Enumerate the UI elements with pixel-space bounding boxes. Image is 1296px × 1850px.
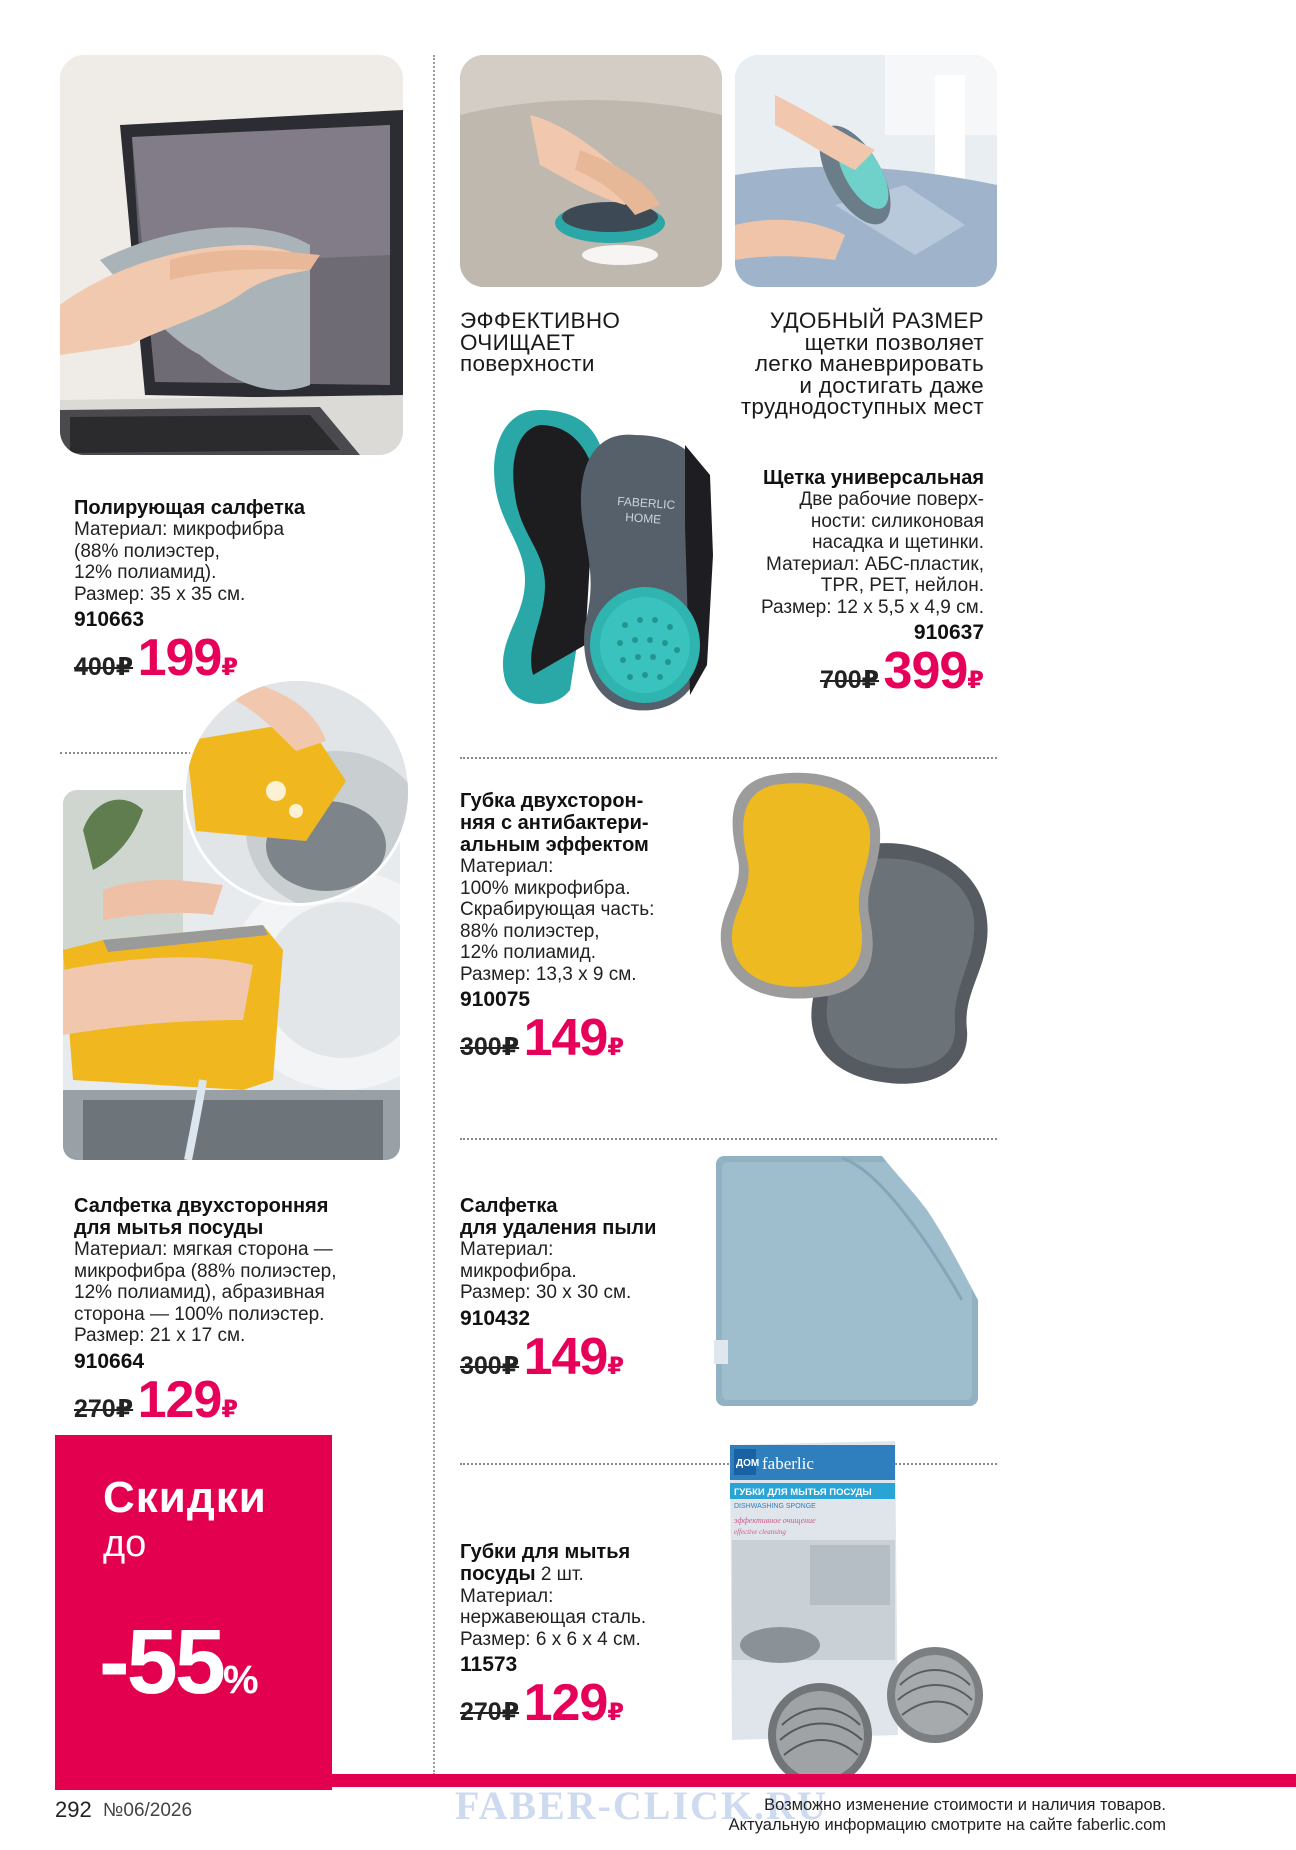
new-price: 149: [523, 1009, 608, 1067]
old-price: 270₽: [74, 1394, 134, 1423]
promo-percent-sign: %: [222, 1658, 259, 1702]
product-title-row: [460, 1563, 720, 1586]
price-row: [74, 628, 374, 688]
product-desc-line: сторона — 100% полиэстер.: [74, 1303, 325, 1325]
product-desc-line: Размер: 21 х 17 см.: [74, 1325, 246, 1346]
laptop-cleaning-photo: [60, 55, 403, 455]
promo-title: Скидки: [103, 1473, 267, 1522]
product-desc-line: Материал: микрофибра: [74, 519, 285, 540]
old-price: 300₽: [460, 1033, 520, 1061]
package-claim-en: effective cleansing: [734, 1528, 786, 1536]
product-title: Салфетка: [460, 1195, 558, 1217]
package-title: ГУБКИ ДЛЯ МЫТЬЯ ПОСУДЫ: [734, 1487, 872, 1498]
promo-value: [99, 1610, 259, 1715]
product-title: Губки для мытья: [460, 1541, 631, 1563]
price-row: [460, 1008, 700, 1068]
product-desc-line: 12% полиамид).: [74, 562, 217, 583]
package-claim: эффективное очищение: [734, 1516, 816, 1525]
section-divider: [460, 1138, 997, 1140]
product-desc-line: Размер: 12 х 5,5 х 4,9 см.: [760, 596, 984, 618]
currency-sign: ₽: [221, 654, 239, 681]
section-divider: [460, 757, 997, 759]
feature-convenient-size: [660, 310, 984, 418]
feature-effective-cleaning: [460, 310, 690, 375]
brush-brand-text: HOME: [624, 510, 662, 527]
product-title: няя с антибактери-: [460, 812, 649, 834]
new-price: 149: [523, 1327, 608, 1386]
promo-subtitle: до: [103, 1523, 147, 1565]
package-subtitle: DISHWASHING SPONGE: [734, 1503, 816, 1510]
product-desc-line: микрофибра.: [460, 1260, 577, 1282]
product-desc-line: 12% полиамид.: [460, 942, 597, 963]
product-title: Щетка универсальная: [763, 467, 984, 489]
product-desc-line: Две рабочие поверх-: [799, 489, 984, 510]
currency-sign: ₽: [967, 667, 984, 694]
dish-cloth-closeup-photo: [183, 678, 411, 906]
old-price: 700₽: [819, 666, 880, 694]
dust-cloth-image: [712, 1150, 982, 1410]
new-price: 129: [523, 1674, 608, 1732]
sofa-brushing-photo: [460, 55, 722, 287]
feature-right-line: щетки позволяет: [804, 329, 984, 355]
product-code: 11573: [460, 1653, 518, 1676]
product-desc-line: Размер: 30 х 30 см.: [460, 1282, 632, 1303]
product-desc-line: Материал: мягкая сторона —: [74, 1239, 333, 1260]
product-title: Губка двухсторон-: [460, 790, 644, 812]
product-dish-cloth: [74, 1195, 414, 1430]
package-brand-dom: ДОМ: [736, 1458, 760, 1469]
steel-sponges-package-image: [720, 1435, 1000, 1795]
double-sided-sponge-image: [712, 770, 997, 1090]
currency-sign: ₽: [221, 1395, 239, 1423]
product-desc-line: 88% полиэстер,: [460, 920, 600, 942]
discount-promo-box: [55, 1435, 332, 1790]
currency-sign: ₽: [607, 1034, 625, 1061]
product-desc-line: Размер: 13,3 х 9 см.: [460, 963, 637, 985]
product-title: посуды: [460, 1563, 536, 1585]
product-desc-line: TPR, PET, нейлон.: [820, 575, 984, 596]
old-price: 270₽: [460, 1698, 520, 1726]
product-code: 910663: [74, 608, 145, 631]
price-row: [690, 641, 984, 701]
product-code: 910637: [913, 621, 984, 644]
feature-left-line: ЭФФЕКТИВНО: [460, 308, 621, 333]
old-price: 400₽: [74, 653, 134, 681]
universal-brush-image: [485, 405, 720, 725]
product-desc-line: Скрабирующая часть:: [460, 899, 655, 920]
product-steel-sponges: [460, 1541, 720, 1733]
product-code: 910075: [460, 988, 531, 1011]
product-desc-line: Материал:: [460, 856, 554, 877]
product-desc-line: (88% полиэстер,: [74, 540, 220, 562]
footer-note-line: Возможно изменение стоимости и наличия товаров.: [764, 1796, 1166, 1814]
old-price: 300₽: [460, 1351, 520, 1380]
product-title: Полирующая салфетка: [74, 497, 305, 519]
product-desc-line: 100% микрофибра.: [460, 877, 631, 899]
feature-right-line: труднодоступных мест: [740, 394, 984, 419]
product-desc-line: Размер: 35 х 35 см.: [74, 583, 246, 605]
currency-sign: ₽: [607, 1699, 625, 1726]
promo-percent-value: -55: [99, 1611, 223, 1713]
feature-left-line: поверхности: [460, 351, 595, 376]
product-desc-line: Материал:: [460, 1585, 554, 1607]
price-row: [460, 1327, 710, 1387]
product-desc-line: 12% полиамид), абразивная: [74, 1282, 325, 1303]
product-dust-cloth: [460, 1195, 710, 1387]
price-row: [74, 1370, 414, 1430]
new-price: 399: [883, 642, 968, 700]
product-code: 910432: [460, 1306, 531, 1330]
feature-right-line: УДОБНЫЙ РАЗМЕР: [769, 308, 984, 333]
price-row: [460, 1673, 720, 1733]
product-desc-line: Размер: 6 х 6 х 4 см.: [460, 1628, 641, 1650]
product-desc-line: Материал:: [460, 1239, 554, 1260]
product-desc-line: ности: силиконовая: [810, 510, 984, 532]
product-code: 910664: [74, 1349, 145, 1373]
product-title: альным эффектом: [460, 834, 649, 856]
product-polish-cloth: [74, 497, 374, 688]
footer-note: [620, 1795, 1166, 1835]
package-brand: faberlic: [762, 1454, 814, 1473]
product-title: Салфетка двухсторонняя: [74, 1195, 329, 1217]
issue-number: №06/2026: [103, 1800, 193, 1821]
footer-note-line: Актуальную информацию смотрите на сайте faberlic.com: [728, 1816, 1166, 1834]
new-price: 129: [137, 1370, 222, 1429]
page-number: 292: [55, 1797, 92, 1822]
product-double-sided-sponge: [460, 790, 700, 1068]
shirt-collar-photo: [735, 55, 997, 287]
product-title: для мытья посуды: [74, 1217, 264, 1239]
product-title: для удаления пыли: [460, 1217, 657, 1239]
feature-right-line: и достигать даже: [799, 372, 984, 398]
product-quantity: 2 шт.: [535, 1564, 584, 1585]
product-universal-brush: [690, 467, 984, 701]
product-desc-line: Материал: АБС-пластик,: [766, 553, 984, 575]
new-price: 199: [137, 629, 222, 687]
product-desc-line: насадка и щетинки.: [811, 532, 984, 553]
column-divider: [433, 55, 435, 1775]
brush-brand-text: FABERLIC: [616, 494, 676, 513]
watermark: FABER-CLICK.RU: [455, 1783, 828, 1828]
feature-right-line: легко маневрировать: [754, 351, 984, 376]
product-desc-line: микрофибра (88% полиэстер,: [74, 1260, 337, 1282]
product-desc-line: нержавеющая сталь.: [460, 1607, 647, 1628]
feature-left-line: ОЧИЩАЕТ: [460, 329, 576, 355]
currency-sign: ₽: [607, 1352, 625, 1380]
